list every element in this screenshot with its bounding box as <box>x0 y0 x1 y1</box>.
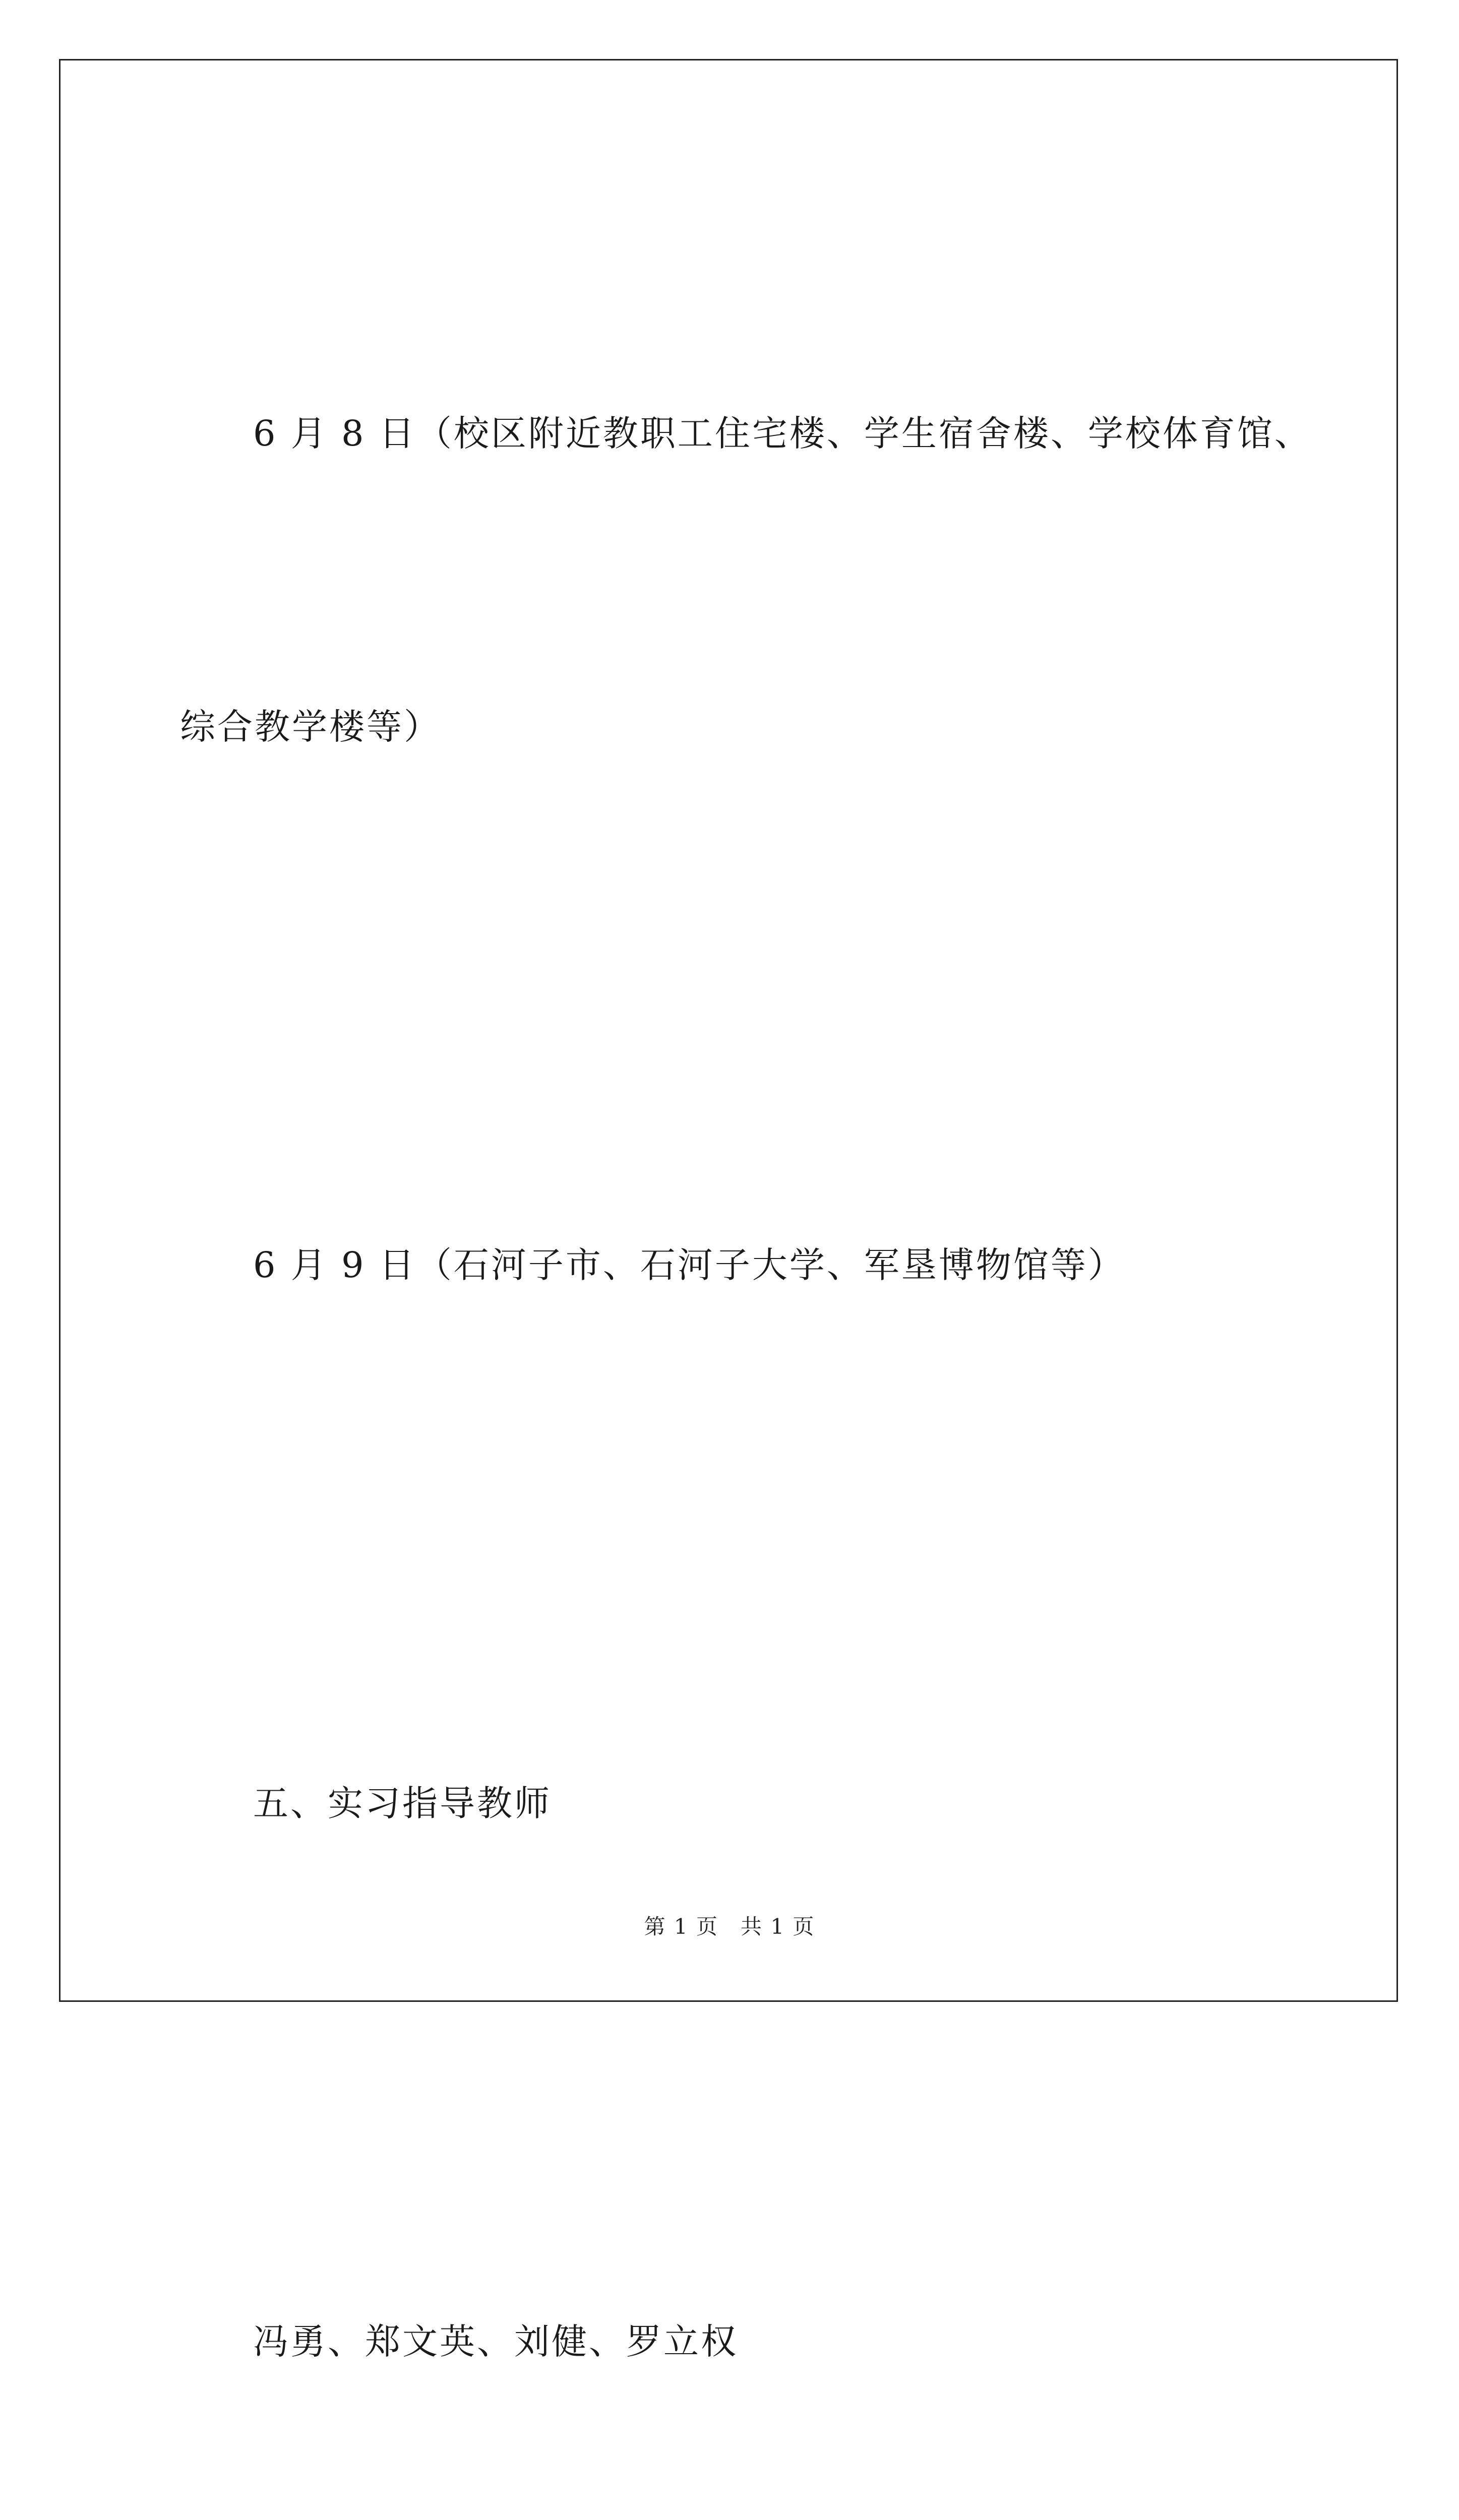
paragraph-schedule-june-8 <box>180 189 1312 971</box>
page-number-footer: 第 1 页 共 1 页 <box>644 1914 815 1939</box>
section-heading-instructors <box>180 1559 1284 2048</box>
text-line: 五、实习指导教师 <box>253 1783 552 1824</box>
text-line: 综合教学楼等） <box>180 706 441 747</box>
text-line: 6 月 8 日（校区附近教职工住宅楼、学生宿舍楼、学校体育馆、 <box>253 413 1312 454</box>
text-line: 冯勇、郑文英、刘健、罗立权 <box>253 2321 738 2362</box>
paragraph-instructor-names <box>180 2097 1284 2520</box>
document-body <box>180 189 1312 2520</box>
text-line: 6 月 9 日（石河子市、石河子大学、军垦博物馆等） <box>253 1244 1125 1286</box>
paragraph-schedule-june-9 <box>180 1021 1284 1509</box>
